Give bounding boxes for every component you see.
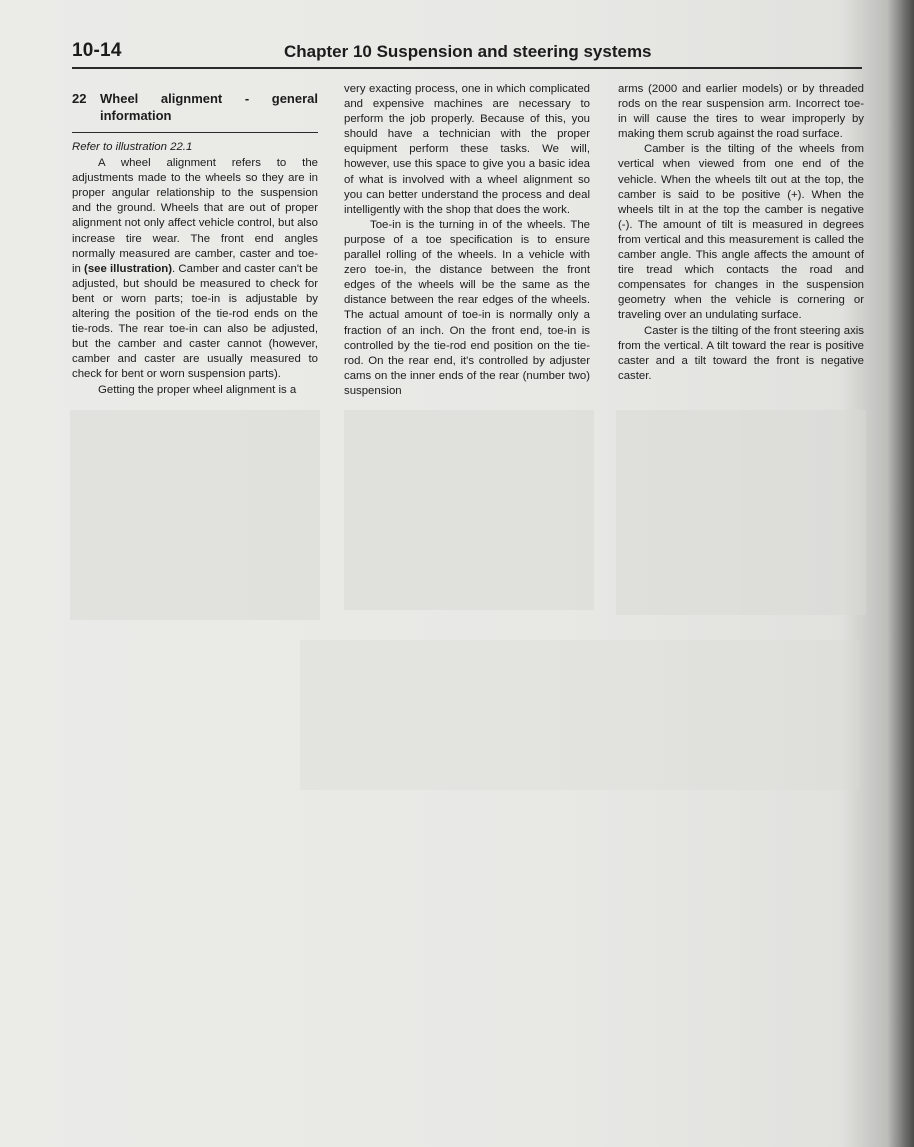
paragraph: Getting the proper wheel alignment is a	[98, 383, 297, 396]
section-title: Wheel alignment - general information	[100, 91, 318, 123]
page-number: 10-14	[72, 40, 122, 61]
show-through-texture	[300, 640, 860, 790]
show-through-texture	[70, 410, 320, 620]
show-through-texture	[616, 410, 866, 615]
section-number: 22	[72, 91, 87, 106]
text-column-3	[618, 82, 864, 384]
paragraph-text: A wheel alignment refers to the adjustments made to the wheels so they are in proper angular relationship to the suspension and the ground. Wheels that are out of proper alignment not only affect vehicle control, but also increase tire wear. The front end angles normally measured are camber, caster and toe-in	[72, 157, 318, 275]
paragraph: arms (2000 and earlier models) or by threaded rods on the rear suspension arm. Incorrect toe-in will cause the tires to wear improperly by making them scrub against the road surface.	[618, 83, 864, 141]
paragraph: very exacting process, one in which complicated and expensive machines are necessary to perform the job properly. Because of this, you should have a technician with the proper equipment perform these tasks. We will, however, use this space to give you a basic idea of what is involved with a wheel alignment so you can better understand the process and deal intelligently with the shop that does the work.	[344, 83, 590, 216]
section-rule	[72, 132, 318, 133]
illustration-reference: Refer to illustration 22.1	[72, 141, 193, 153]
paragraph: Camber is the tilting of the wheels from vertical when viewed from one end of the vehicle. When the wheels tilt out at the top, the camber is said to be positive (+). When the wheels tilt in at the top the camber is negative (-). The amount of tilt is measured in degrees from vertical and this measurement is called the camber angle. This angle affects the amount of tire tread which contacts the road and compensates for changes in the suspension geometry when the vehicle is cornering or traveling over an undulating surface.	[618, 143, 864, 322]
section-heading	[72, 90, 318, 124]
show-through-texture	[344, 410, 594, 610]
binding-shadow	[888, 0, 914, 1147]
paragraph-text: . Camber and caster can't be adjusted, but should be measured to check for bent or worn parts; toe-in is adjustable by altering the position of the tie-rod ends on the tie-rods. The rear toe-in can also be adjusted, but the camber and caster cannot (however, camber and caster are usually measured to check for bent or worn suspension parts).	[72, 262, 319, 381]
text-column-2	[344, 82, 590, 399]
chapter-title: Chapter 10 Suspension and steering systems	[284, 42, 652, 61]
page-header	[72, 38, 862, 70]
paragraph	[72, 156, 318, 382]
paragraph: Caster is the tilting of the front steering axis from the vertical. A tilt toward the rear is positive caster and a tilt toward the front is negative caster.	[618, 324, 864, 382]
illustration-callout: (see illustration)	[84, 262, 173, 275]
paragraph: Toe-in is the turning in of the wheels. The purpose of a toe specification is to ensure parallel rolling of the wheels. In a vehicle with zero toe-in, the distance between the front edges of the wheels will be the same as the distance between the rear edges of the wheels. The actual amount of toe-in is normally only a fraction of an inch. On the front end, toe-in is controlled by the tie-rod end position on the tie-rod. On the rear end, it's controlled by adjuster cams on the inner ends of the rear (number two) suspension	[344, 218, 590, 397]
text-column-1	[72, 82, 318, 398]
header-rule	[72, 67, 862, 69]
